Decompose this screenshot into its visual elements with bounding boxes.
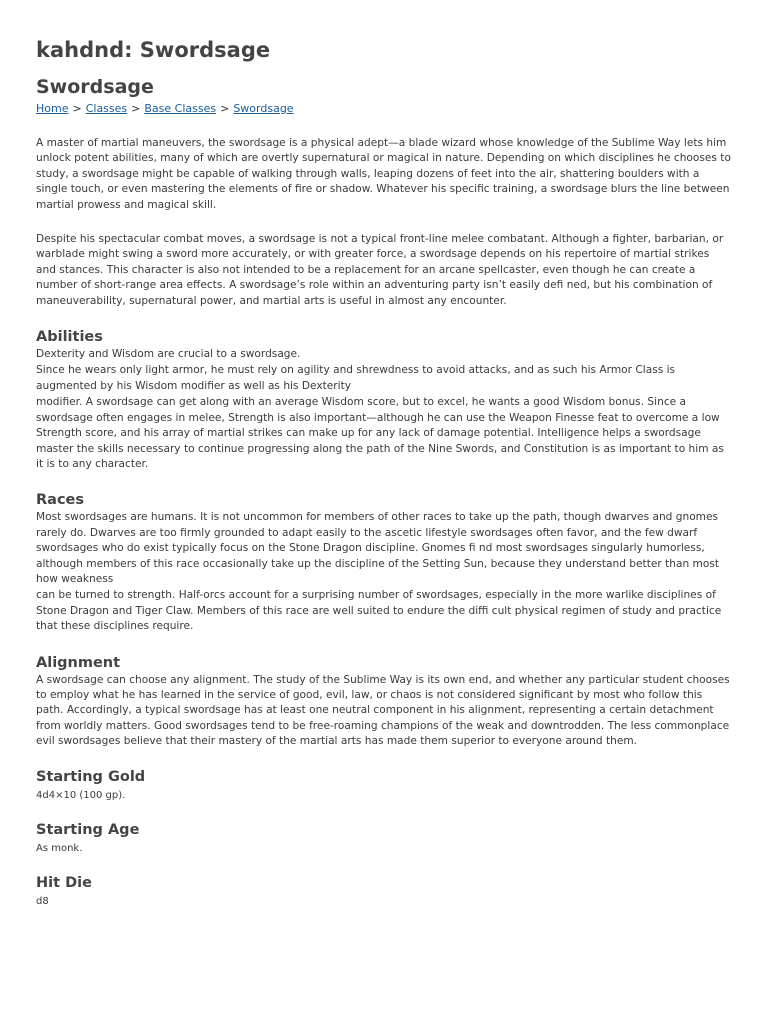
breadcrumb-separator: > <box>131 102 141 115</box>
abilities-paragraph: modifier. A swordsage can get along with an average Wisdom score, but to excel, he wants a good Wisdom bonus. Since a swordsage often engages in melee, Strength is also important—although he can use the Weapon Finesse feat to overcome a low Strength score, and his array of martial strikes can make up for any lack of damage potential. Intelligence helps a swordsage master the skills necessary to continue progressing along the path of the Nine Swords, and Constitution is as important to him as it is to any character. <box>36 396 724 470</box>
races-paragraph: Most swordsages are humans. It is not uncommon for members of other races to take up the path, though dwarves and gnomes rarely do. Dwarves are too firmly grounded to adapt easily to the ascetic lifestyle swordsages often favor, and the few dwarf swordsages who do exist typically focus on the Stone Dragon discipline. Gnomes fi nd most swordsages singularly humorless, although members of this race occasionally take up the discipline of the Setting Sun, because they understand better than most how weakness <box>36 511 720 585</box>
starting-gold-value: 4d4×10 (100 gp). <box>36 789 126 801</box>
hit-die-heading: Hit Die <box>36 874 92 891</box>
breadcrumb <box>36 102 732 116</box>
starting-age-value: As monk. <box>36 842 83 854</box>
abilities-heading: Abilities <box>36 329 103 346</box>
breadcrumb-separator: > <box>72 102 82 115</box>
starting-age-heading: Starting Age <box>36 821 140 838</box>
alignment-heading: Alignment <box>36 654 121 671</box>
site-title: kahdnd: Swordsage <box>36 38 271 62</box>
intro-paragraph: A master of martial maneuvers, the swordsage is a physical adept—a blade wizard whose knowledge of the Sublime Way lets him unlock potent abilities, many of which are overtly supernatural or magical in nature. Depending on which disciplines he chooses to study, a swordsage might be capable of walking through walls, leaping dozens of feet into the air, shattering boulders with a single touch, or even mastering the elements of fire or shadow. Whatever his specific training, a swordsage blurs the line between martial prowess and magical skill. <box>36 137 731 211</box>
breadcrumb-base-classes-link[interactable]: Base Classes <box>144 102 217 115</box>
breadcrumb-swordsage-link[interactable]: Swordsage <box>233 102 294 115</box>
hit-die-value: d8 <box>36 895 49 907</box>
abilities-paragraph: Since he wears only light armor, he must rely on agility and shrewdness to avoid attacks, and as such his Armor Class is augmented by his Wisdom modifier as well as his Dexterity <box>36 364 676 392</box>
breadcrumb-separator: > <box>220 102 230 115</box>
breadcrumb-home-link[interactable]: Home <box>36 102 69 115</box>
breadcrumb-classes-link[interactable]: Classes <box>85 102 128 115</box>
races-heading: Races <box>36 492 85 509</box>
alignment-paragraph: A swordsage can choose any alignment. The study of the Sublime Way is its own end, and whether any particular student chooses to employ what he has learned in the service of good, evil, law, or chaos is not considered significant by most who follow this path. Accordingly, a typical swordsage has at least one neutral component in his alignment, representing a certain detachment from worldly matters. Good swordsages tend to be free-roaming champions of the weak and downtrodden. The less commonplace evil swordsages believe that their mastery of the martial arts has made them superior to everyone around them. <box>36 673 730 748</box>
races-paragraph: can be turned to strength. Half-orcs account for a surprising number of swordsages, especially in the more warlike disciplines of Stone Dragon and Tiger Claw. Members of this race are well suited to endure the diffi cult physical regimen of study and practice that these disciplines require. <box>36 589 722 633</box>
starting-gold-heading: Starting Gold <box>36 768 146 785</box>
page-title: Swordsage <box>36 76 154 98</box>
intro-paragraph: Despite his spectacular combat moves, a swordsage is not a typical front-line melee combatant. Although a fighter, barbarian, or warblade might swing a sword more accurately, or with greater force, a swordsage depends on his repertoire of martial strikes and stances. This character is also not intended to be a replacement for an arcane spellcaster, even though he can create a number of short-range area effects. A swordsage’s role within an adventuring party isn’t easily defi ned, but his combination of maneuverability, supernatural power, and martial arts is useful in almost any encounter. <box>36 233 724 307</box>
abilities-paragraph: Dexterity and Wisdom are crucial to a swordsage. <box>36 348 301 361</box>
